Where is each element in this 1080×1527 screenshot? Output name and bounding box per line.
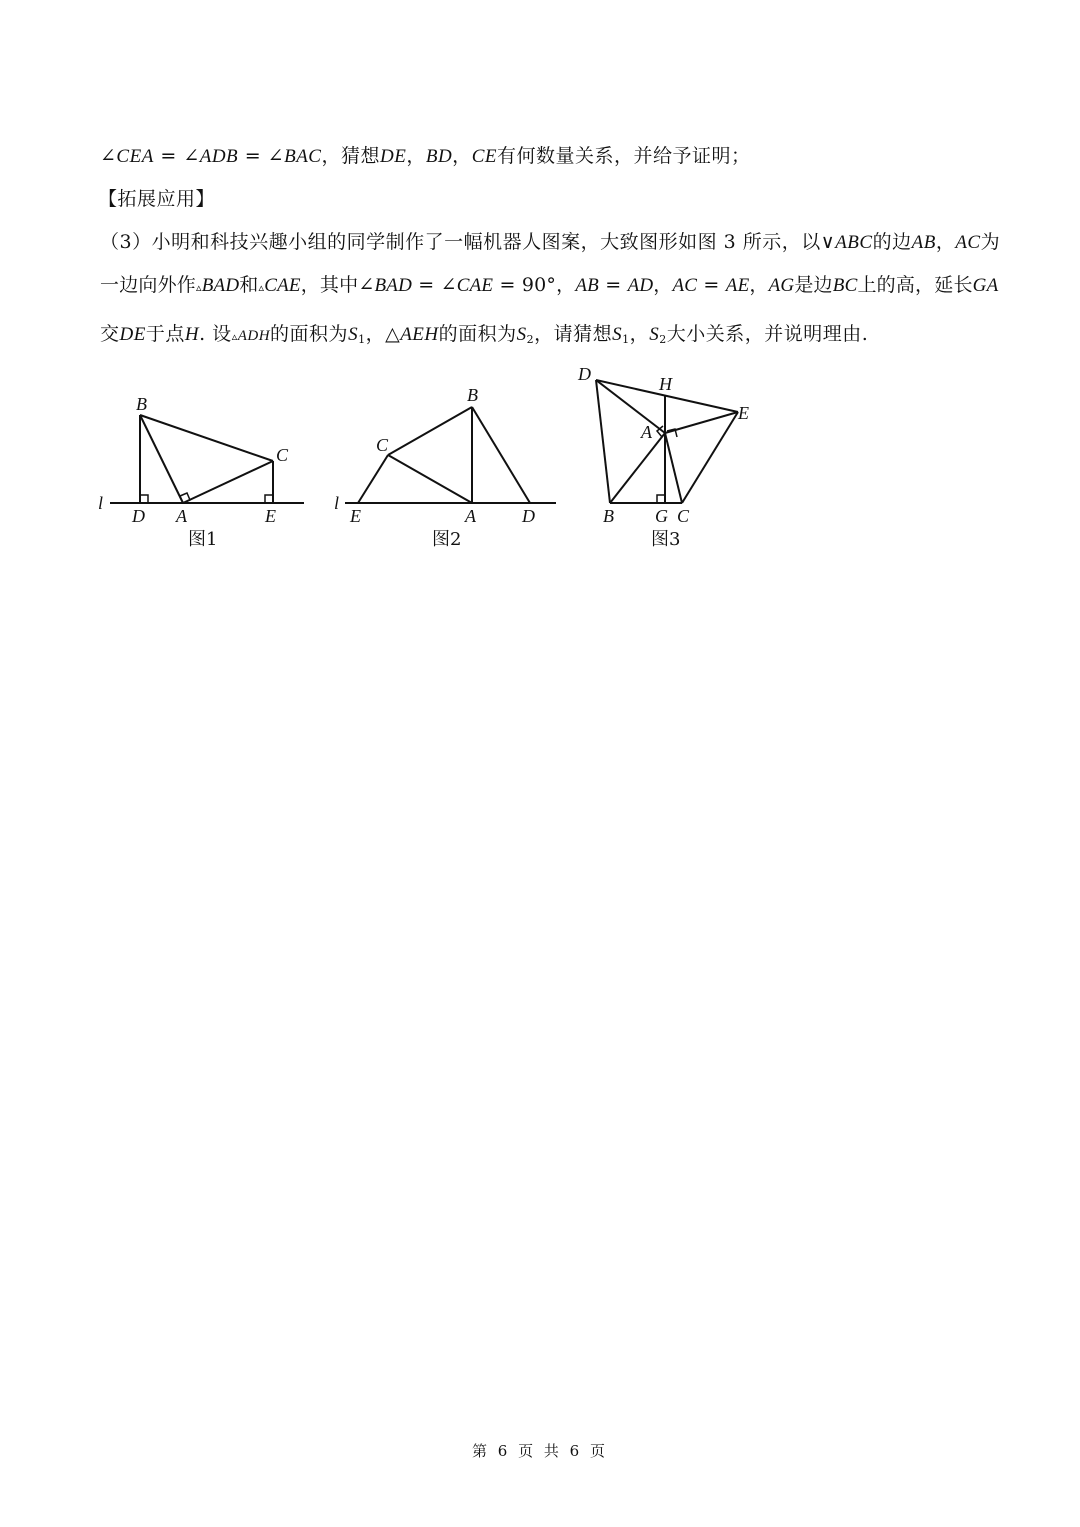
- fig3-caption: 图3: [651, 529, 681, 550]
- paragraph-3-line-3: 交DE于点H. 设▵ADH的面积为$S_1$，△AEH的面积为$S_2$，请猜想$S_1$，$S_2$大小关系，并说明理由.: [100, 323, 869, 346]
- fig3-segment-DB: [596, 380, 610, 503]
- fig2-segment-BC: [388, 407, 472, 455]
- figure-3: [596, 380, 738, 503]
- fig3-label-B: B: [603, 506, 614, 526]
- fig2-label-A: A: [465, 506, 476, 526]
- fig1-right-angle-D: [140, 495, 148, 503]
- fig1-label-l: l: [98, 493, 104, 513]
- fig2-segment-CA: [388, 455, 472, 503]
- fig3-right-angle-G: [657, 495, 665, 503]
- fig3-label-E: E: [738, 403, 749, 423]
- fig1-label-E: E: [265, 506, 276, 526]
- fig1-right-angle-E: [265, 495, 273, 503]
- fig2-label-B: B: [467, 385, 478, 405]
- section-title: 【拓展应用】: [98, 188, 216, 210]
- fig2-segment-CE: [358, 455, 388, 503]
- paragraph-2-line-1: ∠CEA = ∠ADB = ∠BAC，猜想DE，BD，CE有何数量关系，并给予证明；: [100, 145, 751, 167]
- fig1-segment-AC: [183, 461, 273, 503]
- figure-2: [345, 407, 556, 503]
- fig1-label-C: C: [276, 445, 289, 465]
- figures-group: [0, 0, 1080, 600]
- fig2-label-D: D: [522, 506, 535, 526]
- fig2-label-C: C: [376, 435, 389, 455]
- fig2-segment-BD: [472, 407, 530, 503]
- figure-1: [110, 415, 304, 503]
- fig3-label-C: C: [677, 506, 690, 526]
- fig2-caption: 图2: [432, 529, 462, 550]
- paragraph-3-line-1: （3）小明和科技兴趣小组的同学制作了一幅机器人图案，大致图形如图 3 所示，以∨ABC的边AB，AC为: [100, 231, 1001, 253]
- fig2-label-l: l: [334, 493, 340, 513]
- fig3-label-H: H: [659, 374, 672, 394]
- fig3-label-A: A: [641, 422, 652, 442]
- fig1-label-D: D: [132, 506, 145, 526]
- paragraph-3-line-2: 一边向外作▵BAD和▵CAE，其中∠BAD = ∠CAE = 90°，AB = AD，AC = AE，AG是边BC上的高，延长GA: [100, 274, 999, 296]
- page-footer: 第 6 页 共 6 页: [472, 1442, 608, 1460]
- fig1-label-B: B: [136, 394, 147, 414]
- fig3-segment-BA: [610, 433, 665, 503]
- fig3-segment-AC: [665, 433, 682, 503]
- fig1-caption: 图1: [188, 529, 218, 550]
- fig3-label-D: D: [578, 364, 591, 384]
- fig3-label-G: G: [655, 506, 668, 526]
- fig2-label-E: E: [350, 506, 361, 526]
- fig1-label-A: A: [176, 506, 187, 526]
